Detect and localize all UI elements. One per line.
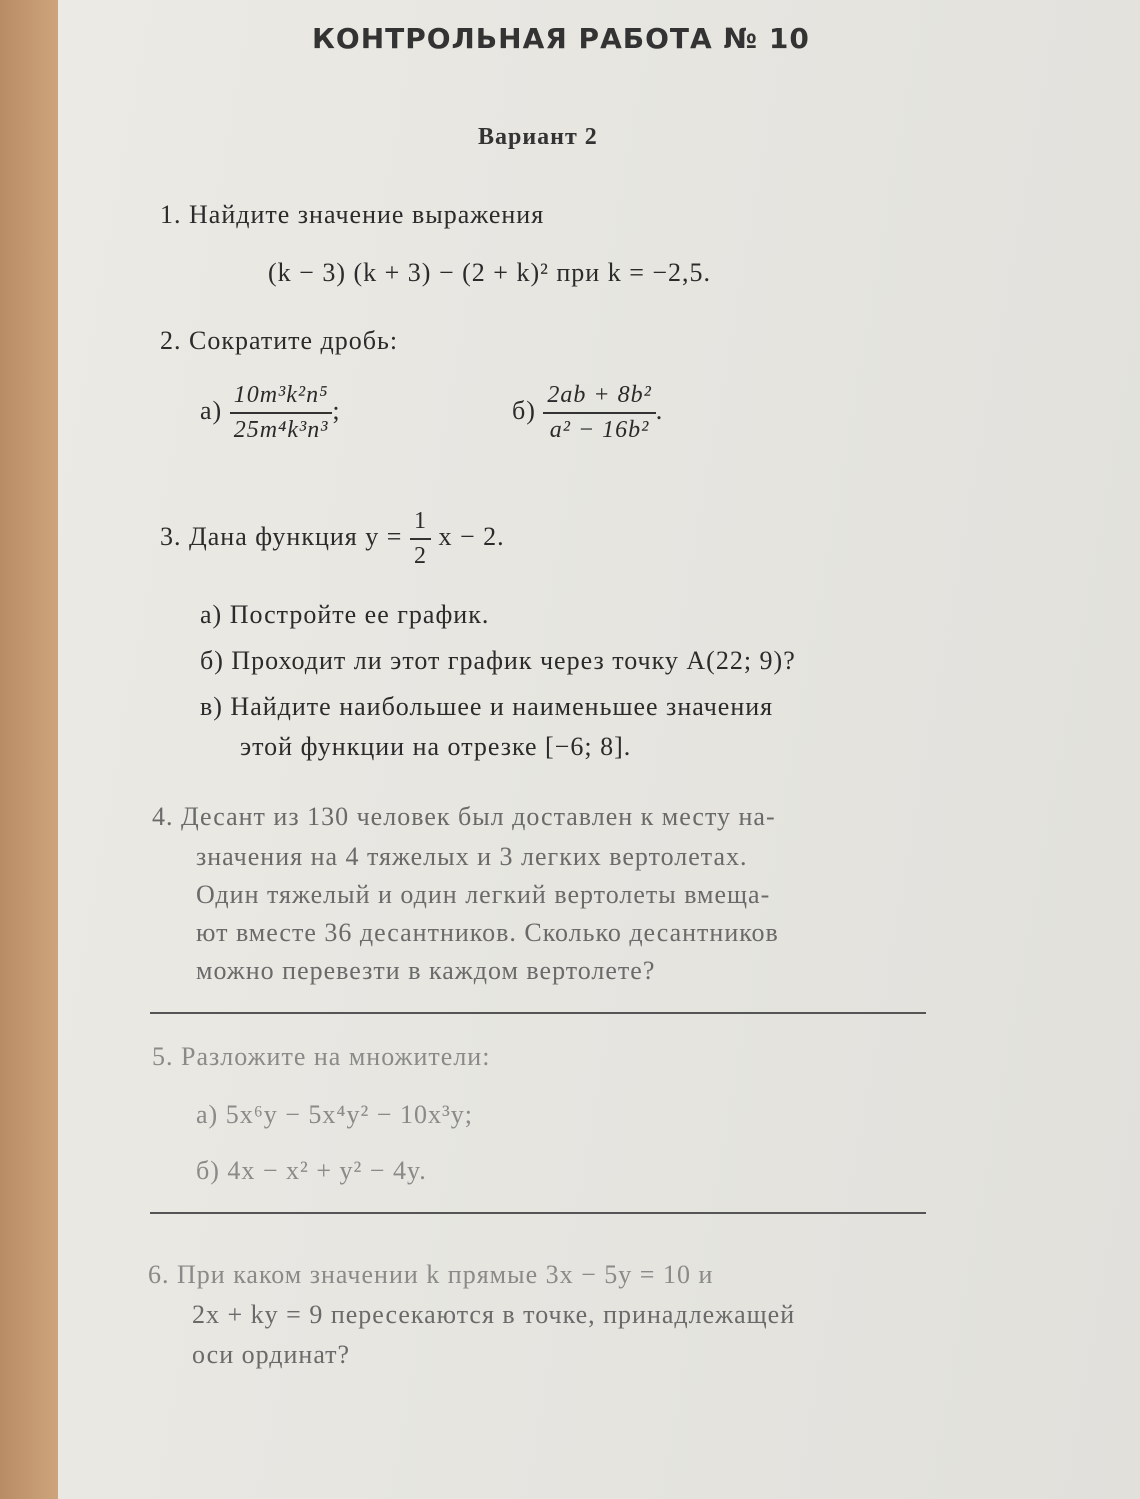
task-text: Найдите значение выражения [189,200,545,229]
task-text: Десант из 130 человек был доставлен к месту на- [181,802,776,831]
desk-edge [0,0,58,1499]
fraction-numerator: 1 [410,508,431,540]
task-6-line1 [148,1260,713,1290]
task-5 [152,1042,490,1072]
task-1 [160,200,544,230]
task-5-a: а) 5x⁶y − 5x⁴y² − 10x³y; [196,1100,473,1129]
task-number: 4. [152,802,174,831]
task-2-a [200,382,341,444]
task-1-expression: (k − 3) (k + 3) − (2 + k)² при k = −2,5. [268,258,712,287]
task-4-line2: значения на 4 тяжелых и 3 легких вертолетах. [196,842,748,871]
task-text: Сократите дробь: [189,326,399,355]
task-3-c-line1: в) Найдите наибольшее и наименьшее значения [200,692,774,721]
task-2 [160,326,398,356]
task-number: 5. [152,1042,174,1071]
task-text: Дана функция y = [189,521,403,551]
task-3-a: а) Постройте ее график. [200,600,490,629]
task-number: 6. [148,1260,170,1289]
page-title: КОНТРОЛЬНАЯ РАБОТА № 10 [312,22,810,55]
task-3 [160,508,505,570]
fraction-denominator: a² − 16b² [549,417,650,443]
variant-label: Вариант 2 [478,124,598,150]
item-label: б) [512,395,536,425]
task-5-b: б) 4x − x² + y² − 4y. [196,1156,427,1185]
fraction-half [410,508,431,570]
divider [150,1012,926,1014]
fraction-b [543,382,655,444]
task-2-b [512,382,663,444]
fraction-a [230,382,333,444]
fraction-denominator: 25m⁴k³n³ [233,417,329,443]
task-6-line2: 2x + ky = 9 пересекаются в точке, принадлежащей [192,1300,796,1329]
task-4-line3: Один тяжелый и один легкий вертолеты вмеща- [196,880,771,909]
fraction-denominator: 2 [413,543,427,569]
divider [150,1212,926,1214]
task-4-line5: можно перевезти в каждом вертолете? [196,956,656,985]
punctuation: ; [332,395,341,425]
task-number: 2. [160,326,182,355]
fraction-numerator: 2ab + 8b² [543,382,655,414]
task-4-line4: ют вместе 36 десантников. Сколько десантников [196,918,779,947]
item-label: а) [200,395,223,425]
task-text: Разложите на множители: [181,1042,491,1071]
punctuation: . [655,395,664,425]
task-number: 1. [160,200,182,229]
task-3-c-line2: этой функции на отрезке [−6; 8]. [240,732,632,761]
task-text-end: x − 2. [438,521,505,551]
task-6-line3: оси ординат? [192,1340,351,1369]
fraction-numerator: 10m³k²n⁵ [230,382,333,414]
task-4-line1 [152,802,776,832]
task-3-b: б) Проходит ли этот график через точку A(22; 9)? [200,646,796,675]
task-number: 3. [160,521,182,551]
task-text: При каком значении k прямые 3x − 5y = 10 и [177,1260,714,1289]
